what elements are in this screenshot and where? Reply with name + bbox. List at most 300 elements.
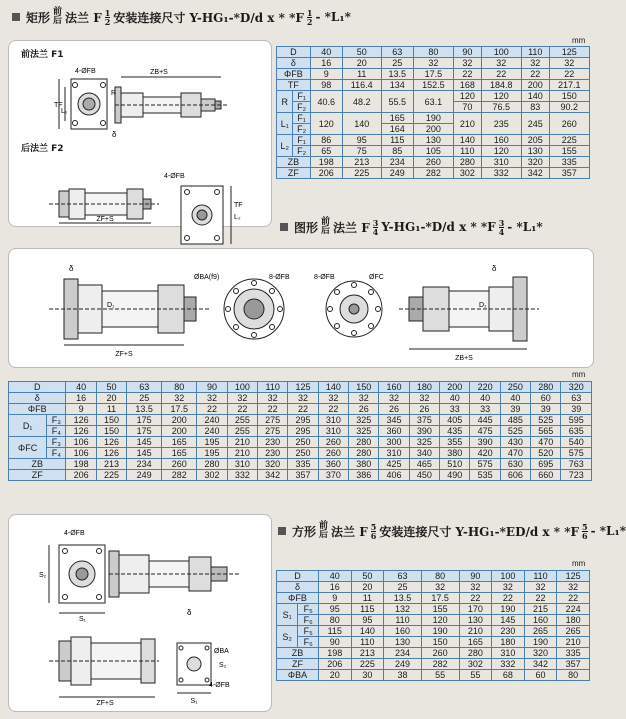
table-cell: 25 (127, 393, 162, 404)
delta-label: δ (69, 264, 74, 273)
table-cell: 535 (470, 470, 500, 481)
table-cell: 160 (481, 135, 521, 146)
table-cell: 55 (459, 670, 492, 681)
row-label: D₁ (9, 415, 47, 437)
table-cell: 32 (162, 393, 197, 404)
section2-unit: mm (572, 370, 586, 379)
table-cell: 180 (557, 615, 590, 626)
table-cell: 200 (522, 80, 550, 91)
table-cell: 132 (384, 604, 422, 615)
row-sublabel: F₁ (293, 135, 310, 146)
table-cell: 282 (413, 168, 453, 179)
table-cell: 435 (440, 426, 470, 437)
table-cell: 17.5 (413, 69, 453, 80)
table-row (9, 426, 592, 437)
table-cell: 340 (409, 448, 439, 459)
table-row (277, 659, 590, 670)
table-cell: 250 (288, 448, 318, 459)
table-cell: 55 (421, 670, 459, 681)
table-cell: 310 (318, 415, 348, 426)
row-sublabel: F₄ (47, 448, 66, 459)
row-label: δ (277, 58, 311, 69)
table-cell: 116.4 (342, 80, 381, 91)
table-cell: 110 (384, 615, 422, 626)
table-cell: 130 (459, 615, 492, 626)
row-label: ZF (277, 659, 319, 670)
table-cell: 210 (227, 448, 257, 459)
table-cell: 280 (197, 459, 227, 470)
table-cell: 32 (349, 393, 379, 404)
table-cell: 224 (557, 604, 590, 615)
table-cell: 249 (381, 168, 413, 179)
table-cell: 22 (258, 404, 288, 415)
table-cell: 302 (459, 659, 492, 670)
tf-label: TF (54, 102, 63, 109)
section3-title: 方形 前 后 法兰 F $\frac{5}{6}$ 安装连接尺寸 Y-HG₁-*ED/d x * *F $\frac{5}{6}$ - *L₁* (278, 522, 626, 540)
table-cell: 40 (500, 393, 530, 404)
table-cell: 32 (522, 58, 550, 69)
row-sublabel: F₆ (298, 615, 319, 626)
table-cell: 95 (351, 615, 384, 626)
table-cell: 335 (288, 459, 318, 470)
table-cell: 510 (440, 459, 470, 470)
table-cell: 325 (349, 426, 379, 437)
table-cell: 95 (318, 604, 351, 615)
table-cell: 32 (524, 582, 557, 593)
table-cell: 130 (522, 146, 550, 157)
table-cell: 32 (459, 582, 492, 593)
row-label: TF (277, 80, 311, 91)
table-cell: 25 (384, 582, 422, 593)
table-cell: 63 (561, 393, 592, 404)
column-header: 125 (288, 382, 318, 393)
table-cell: 360 (318, 459, 348, 470)
table-cell: 295 (288, 415, 318, 426)
table-cell: 249 (384, 659, 422, 670)
table-cell: 20 (96, 393, 126, 404)
table-cell: 16 (318, 582, 351, 593)
row-label: S₁ (277, 604, 298, 626)
table-cell: 160 (384, 626, 422, 637)
table-cell: 490 (440, 470, 470, 481)
table-cell: 26 (409, 404, 439, 415)
column-header: 40 (310, 47, 342, 58)
table-row (9, 448, 592, 459)
delta2-label: δ (492, 264, 497, 273)
table-cell: 255 (227, 426, 257, 437)
table-cell: 40 (440, 393, 470, 404)
table-cell: 160 (524, 615, 557, 626)
table-cell: 32 (379, 393, 409, 404)
column-header: 90 (459, 571, 492, 582)
table-cell: 95 (342, 135, 381, 146)
table-cell: 32 (318, 393, 348, 404)
table-cell: 265 (557, 626, 590, 637)
table-cell: 110 (454, 146, 482, 157)
table-row (277, 58, 590, 69)
table-cell: 39 (561, 404, 592, 415)
table-cell: 245 (522, 113, 550, 135)
column-header: 100 (492, 571, 525, 582)
row-sublabel: F₂ (293, 102, 310, 113)
table-cell: 120 (454, 91, 482, 102)
table-cell: 342 (258, 470, 288, 481)
table-header-row (9, 382, 592, 393)
column-header: 50 (342, 47, 381, 58)
table-cell: 126 (66, 426, 96, 437)
table-cell: 22 (481, 69, 521, 80)
table-cell: 206 (66, 470, 96, 481)
row-sublabel: F₁ (293, 91, 310, 102)
table-cell: 540 (561, 437, 592, 448)
front-flange-label: 前法兰 F1 (21, 50, 64, 60)
table-cell: 213 (342, 157, 381, 168)
row-sublabel: F₂ (293, 146, 310, 157)
table-cell: 106 (66, 448, 96, 459)
table-cell: 145 (127, 437, 162, 448)
table-cell: 310 (318, 426, 348, 437)
table-cell: 635 (561, 426, 592, 437)
column-header: D (277, 571, 319, 582)
table-cell: 32 (413, 58, 453, 69)
table-cell: 68 (492, 670, 525, 681)
column-header: 220 (470, 382, 500, 393)
zfs-label: ZF+S (96, 700, 114, 707)
column-header: 125 (557, 571, 590, 582)
table-cell: 355 (440, 437, 470, 448)
r-label: R (111, 90, 117, 97)
table-cell: 9 (318, 593, 351, 604)
table-cell: 345 (379, 415, 409, 426)
table-cell: 38 (384, 670, 422, 681)
table-cell: 260 (318, 437, 348, 448)
table-cell: 150 (96, 426, 126, 437)
column-header: 100 (227, 382, 257, 393)
table-cell: 198 (310, 157, 342, 168)
row-sublabel: F₆ (298, 637, 319, 648)
table-cell: 275 (258, 426, 288, 437)
column-header: 160 (379, 382, 409, 393)
table-cell: 180 (492, 637, 525, 648)
table-cell: 450 (409, 470, 439, 481)
table-cell: 525 (531, 415, 561, 426)
table-cell: 606 (500, 470, 530, 481)
table-cell: 32 (409, 393, 439, 404)
table-cell: 126 (96, 437, 126, 448)
ba-label: ØBA (214, 648, 229, 655)
table-cell: 595 (561, 415, 592, 426)
table-cell: 40 (470, 393, 500, 404)
table-cell: 234 (381, 157, 413, 168)
table-cell: 320 (524, 648, 557, 659)
table-cell: 110 (351, 637, 384, 648)
row-label: ΦFB (277, 69, 311, 80)
table-cell: 155 (421, 604, 459, 615)
table-cell: 76.5 (481, 102, 521, 113)
table-cell: 360 (379, 426, 409, 437)
table-cell: 32 (258, 393, 288, 404)
table-cell: 282 (162, 470, 197, 481)
table-cell: 302 (197, 470, 227, 481)
column-header: 90 (197, 382, 227, 393)
table-cell: 357 (557, 659, 590, 670)
table-cell: 310 (492, 648, 525, 659)
table-cell: 145 (127, 448, 162, 459)
table-cell: 17.5 (421, 593, 459, 604)
f3-f4-drawing-panel (8, 248, 594, 368)
table-cell: 90 (318, 637, 351, 648)
table-cell: 205 (522, 135, 550, 146)
table-cell: 390 (409, 426, 439, 437)
table-cell: 115 (318, 626, 351, 637)
table-cell: 406 (379, 470, 409, 481)
table-row (277, 670, 590, 681)
l1-label: L₁ (61, 108, 68, 115)
table-cell: 145 (492, 615, 525, 626)
delta-label: δ (187, 608, 192, 617)
table-row (9, 437, 592, 448)
s1-label: S₁ (79, 616, 87, 623)
table-cell: 20 (342, 58, 381, 69)
row-sublabel: F₃ (47, 415, 66, 426)
table-cell: 16 (66, 393, 96, 404)
table-cell: 255 (227, 415, 257, 426)
row-label: ΦFB (9, 404, 66, 415)
table-row (277, 69, 590, 80)
table-cell: 55.5 (381, 91, 413, 113)
row-label: R (277, 91, 293, 113)
column-header: 250 (500, 382, 530, 393)
table-cell: 168 (454, 80, 482, 91)
table-cell: 25 (381, 58, 413, 69)
column-header: 40 (318, 571, 351, 582)
section2-table (8, 381, 592, 481)
table-cell: 335 (557, 648, 590, 659)
table-cell: 20 (351, 582, 384, 593)
column-header: 50 (96, 382, 126, 393)
table-cell: 155 (549, 146, 589, 157)
table-cell: 120 (481, 146, 521, 157)
table-cell: 22 (522, 69, 550, 80)
table-cell: 86 (310, 135, 342, 146)
table-cell: 32 (288, 393, 318, 404)
table-cell: 282 (421, 659, 459, 670)
table-header-row (277, 47, 590, 58)
table-cell: 22 (459, 593, 492, 604)
bullet-icon (12, 13, 20, 21)
table-cell: 206 (310, 168, 342, 179)
table-cell: 357 (549, 168, 589, 179)
fb-label: 4-ØFB (64, 530, 85, 537)
table-cell: 140 (522, 91, 550, 102)
table-cell: 90.2 (549, 102, 589, 113)
fb2-label: 4-ØFB (209, 682, 230, 689)
table-row (9, 459, 592, 470)
row-sublabel: F₅ (298, 604, 319, 615)
table-cell: 425 (379, 459, 409, 470)
f3-f4-drawing (9, 249, 593, 367)
table-cell: 723 (561, 470, 592, 481)
table-cell: 200 (413, 124, 453, 135)
table-row (277, 626, 590, 637)
table-row (277, 615, 590, 626)
d1-label: D₁ (107, 302, 115, 309)
table-cell: 660 (531, 470, 561, 481)
table-cell: 325 (409, 437, 439, 448)
table-cell: 465 (409, 459, 439, 470)
table-cell: 265 (524, 626, 557, 637)
table-cell: 13.5 (127, 404, 162, 415)
row-sublabel: F₃ (47, 437, 66, 448)
table-cell: 184.8 (481, 80, 521, 91)
table-cell: 332 (227, 470, 257, 481)
table-cell: 215 (524, 604, 557, 615)
table-cell: 240 (197, 415, 227, 426)
table-cell: 190 (492, 604, 525, 615)
table-cell: 320 (258, 459, 288, 470)
table-row (277, 91, 590, 102)
table-cell: 140 (342, 113, 381, 135)
section2-title: 图形 前 后 法兰 F $\frac{3}{4}$ Y-HG₁-*D/d x * *F $\frac{3}{4}$ - *L₁* (280, 218, 543, 236)
row-sublabel: F₁ (293, 113, 310, 124)
table-cell: 342 (522, 168, 550, 179)
table-cell: 32 (227, 393, 257, 404)
f5-f6-drawing-panel (8, 514, 272, 712)
table-row (9, 415, 592, 426)
table-cell: 420 (470, 448, 500, 459)
table-row (9, 470, 592, 481)
table-cell: 332 (481, 168, 521, 179)
table-cell: 695 (531, 459, 561, 470)
row-label: ZB (9, 459, 66, 470)
column-header: 63 (381, 47, 413, 58)
fb2-label: 4-ØFB (164, 173, 185, 180)
table-cell: 20 (318, 670, 351, 681)
table-cell: 140 (351, 626, 384, 637)
table-cell: 32 (557, 582, 590, 593)
table-cell: 170 (459, 604, 492, 615)
table-cell: 200 (162, 415, 197, 426)
table-cell: 32 (492, 582, 525, 593)
table-cell: 485 (500, 415, 530, 426)
table-row (9, 393, 592, 404)
table-row (277, 168, 590, 179)
table-cell: 213 (96, 459, 126, 470)
table-cell: 260 (162, 459, 197, 470)
zfs-label: ZF+S (96, 216, 114, 223)
table-cell: 33 (470, 404, 500, 415)
column-header: 40 (66, 382, 96, 393)
row-sublabel: F₄ (47, 426, 66, 437)
table-cell: 130 (413, 135, 453, 146)
rear-flange-label: 后法兰 F2 (21, 144, 64, 154)
table-cell: 48.2 (342, 91, 381, 113)
table-cell: 198 (318, 648, 351, 659)
table-row (9, 404, 592, 415)
s2b-label: S₂ (219, 662, 227, 669)
row-label: ΦFB (277, 593, 319, 604)
table-cell: 525 (500, 426, 530, 437)
table-cell: 85 (381, 146, 413, 157)
table-cell: 198 (66, 459, 96, 470)
table-cell: 9 (310, 69, 342, 80)
zfs-label: ZF+S (115, 351, 133, 358)
zbs-label: ZB+S (150, 69, 168, 76)
table-cell: 380 (440, 448, 470, 459)
table-cell: 445 (470, 415, 500, 426)
delta-label: δ (112, 130, 117, 139)
table-cell: 11 (351, 593, 384, 604)
section3-unit: mm (572, 559, 586, 568)
table-cell: 22 (557, 593, 590, 604)
column-header: 63 (384, 571, 422, 582)
table-cell: 11 (96, 404, 126, 415)
table-cell: 22 (318, 404, 348, 415)
table-cell: 210 (227, 437, 257, 448)
table-cell: 225 (549, 135, 589, 146)
table-cell: 190 (413, 113, 453, 124)
table-row (277, 157, 590, 168)
section1-table (276, 46, 590, 179)
table-cell: 475 (470, 426, 500, 437)
row-label: L₁ (277, 113, 293, 135)
row-label: ΦFC (9, 437, 47, 459)
table-cell: 575 (470, 459, 500, 470)
column-header: 63 (127, 382, 162, 393)
table-cell: 260 (318, 448, 348, 459)
table-cell: 120 (310, 113, 342, 135)
table-cell: 165 (162, 448, 197, 459)
table-cell: 175 (127, 426, 162, 437)
table-row (277, 604, 590, 615)
fc-label: ØFC (369, 274, 384, 281)
s2-label: S₂ (39, 572, 47, 579)
table-cell: 380 (349, 459, 379, 470)
column-header: D (277, 47, 311, 58)
column-header: 50 (351, 571, 384, 582)
section1-unit: mm (572, 36, 586, 45)
table-cell: 375 (409, 415, 439, 426)
table-cell: 134 (381, 80, 413, 91)
row-label: δ (277, 582, 319, 593)
table-cell: 390 (470, 437, 500, 448)
table-cell: 13.5 (381, 69, 413, 80)
table-cell: 22 (524, 593, 557, 604)
table-cell: 249 (127, 470, 162, 481)
table-cell: 165 (381, 113, 413, 124)
table-cell: 150 (421, 637, 459, 648)
table-cell: 357 (288, 470, 318, 481)
table-cell: 260 (549, 113, 589, 135)
table-cell: 234 (127, 459, 162, 470)
table-cell: 370 (318, 470, 348, 481)
table-cell: 280 (459, 648, 492, 659)
table-cell: 32 (549, 58, 589, 69)
table-cell: 105 (413, 146, 453, 157)
table-cell: 26 (379, 404, 409, 415)
table-cell: 230 (258, 437, 288, 448)
table-cell: 240 (197, 426, 227, 437)
table-cell: 210 (454, 113, 482, 135)
table-cell: 80 (318, 615, 351, 626)
table-cell: 106 (66, 437, 96, 448)
table-cell: 470 (531, 437, 561, 448)
table-cell: 22 (492, 593, 525, 604)
table-cell: 310 (481, 157, 521, 168)
table-cell: 17.5 (162, 404, 197, 415)
column-header: 280 (531, 382, 561, 393)
table-cell: 386 (349, 470, 379, 481)
